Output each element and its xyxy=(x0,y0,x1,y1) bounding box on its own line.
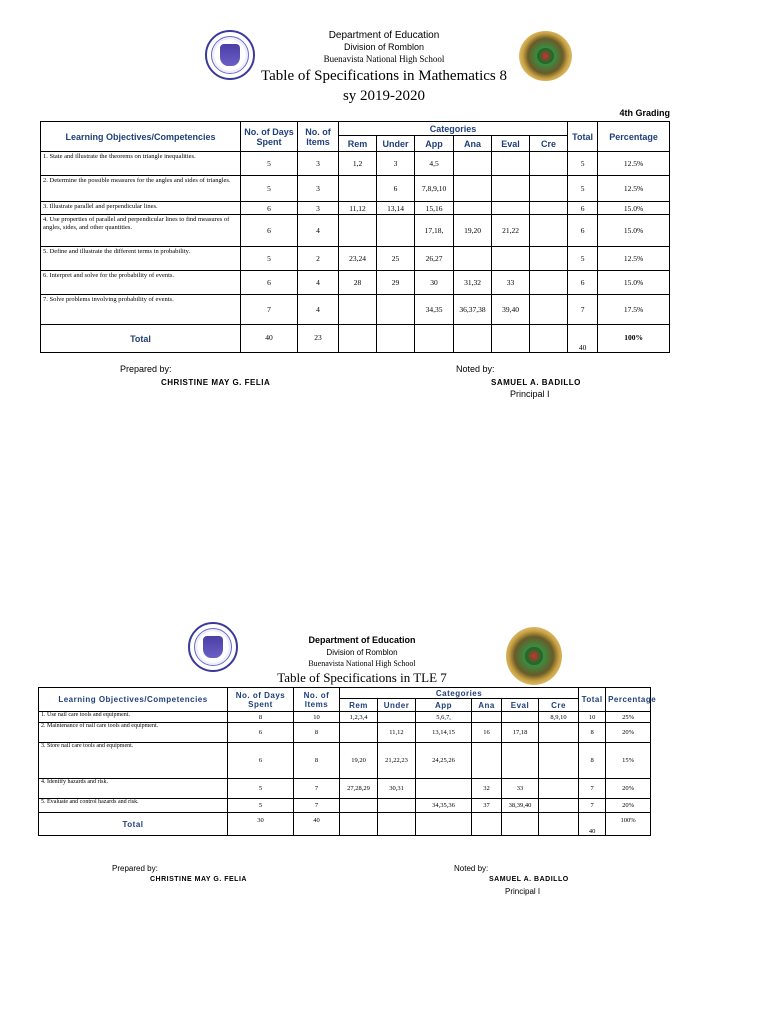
competency: 3. Store nail care tools and equipment. xyxy=(39,743,228,779)
col-app: App xyxy=(416,699,472,712)
cre xyxy=(530,215,568,247)
cre xyxy=(539,723,579,743)
totals-row xyxy=(41,325,670,353)
table-row xyxy=(41,176,670,202)
ana: 37 xyxy=(472,799,502,813)
col-rem: Rem xyxy=(340,699,378,712)
page-title-2: Table of Specifications in TLE 7 xyxy=(277,670,447,685)
eval xyxy=(502,743,539,779)
competency: 5. Define and illustrate the different terms in probability. xyxy=(41,247,241,271)
row-total: 5 xyxy=(568,176,598,202)
under: 29 xyxy=(377,271,415,295)
row-percentage: 25% xyxy=(606,712,651,723)
col-cre: Cre xyxy=(530,136,568,152)
under xyxy=(378,712,416,723)
col-categories: Categories xyxy=(340,688,579,699)
col-total: Total xyxy=(568,122,598,152)
app: 17,18, xyxy=(415,215,454,247)
rem xyxy=(340,723,378,743)
page-title-1: Table of Specifications in Mathematics 8 xyxy=(261,68,507,84)
items: 4 xyxy=(298,295,339,325)
cre xyxy=(539,799,579,813)
total-label: Total xyxy=(41,325,241,353)
ana: 19,20 xyxy=(454,215,492,247)
col-under: Under xyxy=(378,699,416,712)
rem: 27,28,29 xyxy=(340,779,378,799)
row-total: 10 xyxy=(579,712,606,723)
app: 30 xyxy=(415,271,454,295)
rem: 23,24 xyxy=(339,247,377,271)
competency: 6. Interpret and solve for the probability of events. xyxy=(41,271,241,295)
eval xyxy=(492,152,530,176)
under: 11,12 xyxy=(378,723,416,743)
days: 5 xyxy=(228,799,294,813)
tos-table-math xyxy=(40,121,670,353)
days: 6 xyxy=(241,271,298,295)
school-seal-2 xyxy=(506,627,562,685)
app: 5,6,7, xyxy=(416,712,472,723)
app: 15,16 xyxy=(415,202,454,215)
eval xyxy=(492,247,530,271)
items: 8 xyxy=(294,743,340,779)
ana xyxy=(472,712,502,723)
table-row xyxy=(41,295,670,325)
noted-by-name-2: SAMUEL A. BADILLO xyxy=(489,876,569,883)
col-app: App xyxy=(415,136,454,152)
cre xyxy=(530,152,568,176)
total-label: Total xyxy=(39,813,228,836)
total-items: 40 xyxy=(294,813,340,836)
row-percentage: 15% xyxy=(606,743,651,779)
row-percentage: 12.5% xyxy=(598,247,670,271)
competency: 3. Illustrate parallel and perpendicular lines. xyxy=(41,202,241,215)
col-percentage: Percentage xyxy=(606,688,651,712)
eval: 33 xyxy=(492,271,530,295)
table-row xyxy=(41,202,670,215)
row-percentage: 15.0% xyxy=(598,215,670,247)
grand-total: 40 xyxy=(568,325,598,353)
col-cre: Cre xyxy=(539,699,579,712)
app: 7,8,9,10 xyxy=(415,176,454,202)
col-objectives: Learning Objectives/Competencies xyxy=(41,122,241,152)
grand-total: 40 xyxy=(579,813,606,836)
under: 21,22,23 xyxy=(378,743,416,779)
totals-row xyxy=(39,813,651,836)
competency: 2. Determine the possible measures for the angles and sides of triangles. xyxy=(41,176,241,202)
items: 3 xyxy=(298,152,339,176)
app: 13,14,15 xyxy=(416,723,472,743)
school-year-1: sy 2019-2020 xyxy=(342,88,426,104)
items: 8 xyxy=(294,723,340,743)
items: 10 xyxy=(294,712,340,723)
under: 30,31 xyxy=(378,779,416,799)
row-total: 7 xyxy=(568,295,598,325)
eval: 21,22 xyxy=(492,215,530,247)
table-row xyxy=(39,799,651,813)
col-objectives: Learning Objectives/Competencies xyxy=(39,688,228,712)
noted-by-label-1: Noted by: xyxy=(456,364,495,374)
col-eval: Eval xyxy=(502,699,539,712)
division-name-1: Division of Romblon xyxy=(343,42,425,52)
col-ana: Ana xyxy=(454,136,492,152)
eval: 38,39,40 xyxy=(502,799,539,813)
grading-label: 4th Grading xyxy=(619,108,670,118)
days: 8 xyxy=(228,712,294,723)
app xyxy=(416,779,472,799)
row-total: 6 xyxy=(568,215,598,247)
items: 2 xyxy=(298,247,339,271)
rem: 28 xyxy=(339,271,377,295)
ana: 36,37,38 xyxy=(454,295,492,325)
prepared-by-name-1: CHRISTINE MAY G. FELIA xyxy=(161,378,271,387)
items: 7 xyxy=(294,779,340,799)
app: 4,5 xyxy=(415,152,454,176)
days: 6 xyxy=(241,202,298,215)
competency: 2. Maintenance of nail care tools and equipment. xyxy=(39,723,228,743)
under xyxy=(377,295,415,325)
under: 25 xyxy=(377,247,415,271)
prepared-by-name-2: CHRISTINE MAY G. FELIA xyxy=(150,876,247,883)
col-days: No. of Days Spent xyxy=(241,122,298,152)
row-percentage: 20% xyxy=(606,779,651,799)
days: 5 xyxy=(228,779,294,799)
noted-by-title-2: Principal I xyxy=(505,887,541,896)
days: 7 xyxy=(241,295,298,325)
col-items: No. of Items xyxy=(298,122,339,152)
tos-table-tle xyxy=(38,687,657,836)
competency: 4. Use properties of parallel and perpendicular lines to find measures of angles, sides, and other quantities. xyxy=(41,215,241,247)
total-percentage: 100% xyxy=(606,813,651,836)
table-row xyxy=(41,215,670,247)
eval: 39,40 xyxy=(492,295,530,325)
col-days: No. of Days Spent xyxy=(228,688,294,712)
rem: 19,20 xyxy=(340,743,378,779)
total-percentage: 100% xyxy=(598,325,670,353)
under: 3 xyxy=(377,152,415,176)
col-items: No. of Items xyxy=(294,688,340,712)
cre xyxy=(539,779,579,799)
col-rem: Rem xyxy=(339,136,377,152)
noted-by-label-2: Noted by: xyxy=(454,864,489,873)
row-total: 5 xyxy=(568,152,598,176)
dept-name-2: Department of Education xyxy=(308,635,416,645)
table-row xyxy=(39,743,651,779)
row-percentage: 20% xyxy=(606,799,651,813)
row-percentage: 15.0% xyxy=(598,271,670,295)
items: 4 xyxy=(298,271,339,295)
total-days: 30 xyxy=(228,813,294,836)
items: 4 xyxy=(298,215,339,247)
under: 13,14 xyxy=(377,202,415,215)
row-percentage: 12.5% xyxy=(598,152,670,176)
cre xyxy=(530,247,568,271)
eval: 33 xyxy=(502,779,539,799)
app: 26,27 xyxy=(415,247,454,271)
col-categories: Categories xyxy=(339,122,568,136)
days: 5 xyxy=(241,152,298,176)
rem xyxy=(339,295,377,325)
school-name-1: Buenavista National High School xyxy=(323,54,445,64)
ana: 32 xyxy=(472,779,502,799)
cre xyxy=(530,176,568,202)
school-name-2: Buenavista National High School xyxy=(308,659,416,668)
row-total: 8 xyxy=(579,743,606,779)
row-percentage: 12.5% xyxy=(598,176,670,202)
ana xyxy=(472,743,502,779)
days: 6 xyxy=(241,215,298,247)
division-name-2: Division of Romblon xyxy=(326,648,398,657)
table-row xyxy=(39,712,651,723)
ana: 16 xyxy=(472,723,502,743)
col-ana: Ana xyxy=(472,699,502,712)
under: 6 xyxy=(377,176,415,202)
under xyxy=(377,215,415,247)
days: 6 xyxy=(228,723,294,743)
rem: 1,2,3,4 xyxy=(340,712,378,723)
table-row xyxy=(39,779,651,799)
row-percentage: 20% xyxy=(606,723,651,743)
days: 6 xyxy=(228,743,294,779)
items: 7 xyxy=(294,799,340,813)
table-row xyxy=(41,152,670,176)
total-items: 23 xyxy=(298,325,339,353)
items: 3 xyxy=(298,202,339,215)
row-percentage: 15.0% xyxy=(598,202,670,215)
row-total: 6 xyxy=(568,202,598,215)
row-total: 7 xyxy=(579,799,606,813)
dept-name-1: Department of Education xyxy=(328,30,440,41)
rem: 11,12 xyxy=(339,202,377,215)
row-percentage: 17.5% xyxy=(598,295,670,325)
days: 5 xyxy=(241,176,298,202)
noted-by-title-1: Principal I xyxy=(510,389,550,399)
ana xyxy=(454,247,492,271)
cre: 8,9,10 xyxy=(539,712,579,723)
rem: 1,2 xyxy=(339,152,377,176)
deped-seal-2 xyxy=(188,622,238,672)
cre xyxy=(530,295,568,325)
competency: 7. Solve problems involving probability of events. xyxy=(41,295,241,325)
days: 5 xyxy=(241,247,298,271)
competency: 1. State and illustrate the theorems on triangle inequalities. xyxy=(41,152,241,176)
col-eval: Eval xyxy=(492,136,530,152)
ana xyxy=(454,202,492,215)
col-percentage: Percentage xyxy=(598,122,670,152)
competency: 5. Evaluate and control hazards and risk. xyxy=(39,799,228,813)
col-total: Total xyxy=(579,688,606,712)
rem xyxy=(339,176,377,202)
eval xyxy=(502,712,539,723)
eval: 17,18 xyxy=(502,723,539,743)
table-row xyxy=(39,723,651,743)
rem xyxy=(340,799,378,813)
cre xyxy=(539,743,579,779)
row-total: 8 xyxy=(579,723,606,743)
ana xyxy=(454,152,492,176)
ana: 31,32 xyxy=(454,271,492,295)
under xyxy=(378,799,416,813)
ana xyxy=(454,176,492,202)
total-days: 40 xyxy=(241,325,298,353)
competency: 4. Identify hazards and risk. xyxy=(39,779,228,799)
app: 34,35,36 xyxy=(416,799,472,813)
col-under: Under xyxy=(377,136,415,152)
table-row xyxy=(41,247,670,271)
row-total: 6 xyxy=(568,271,598,295)
cre xyxy=(530,271,568,295)
noted-by-name-1: SAMUEL A. BADILLO xyxy=(491,378,581,387)
app: 34,35 xyxy=(415,295,454,325)
app: 24,25,26 xyxy=(416,743,472,779)
table-row xyxy=(41,271,670,295)
prepared-by-label-1: Prepared by: xyxy=(120,364,172,374)
prepared-by-label-2: Prepared by: xyxy=(112,864,158,873)
row-total: 5 xyxy=(568,247,598,271)
row-total: 7 xyxy=(579,779,606,799)
eval xyxy=(492,202,530,215)
items: 3 xyxy=(298,176,339,202)
competency: 1. Use nail care tools and equipment. xyxy=(39,712,228,723)
eval xyxy=(492,176,530,202)
cre xyxy=(530,202,568,215)
rem xyxy=(339,215,377,247)
